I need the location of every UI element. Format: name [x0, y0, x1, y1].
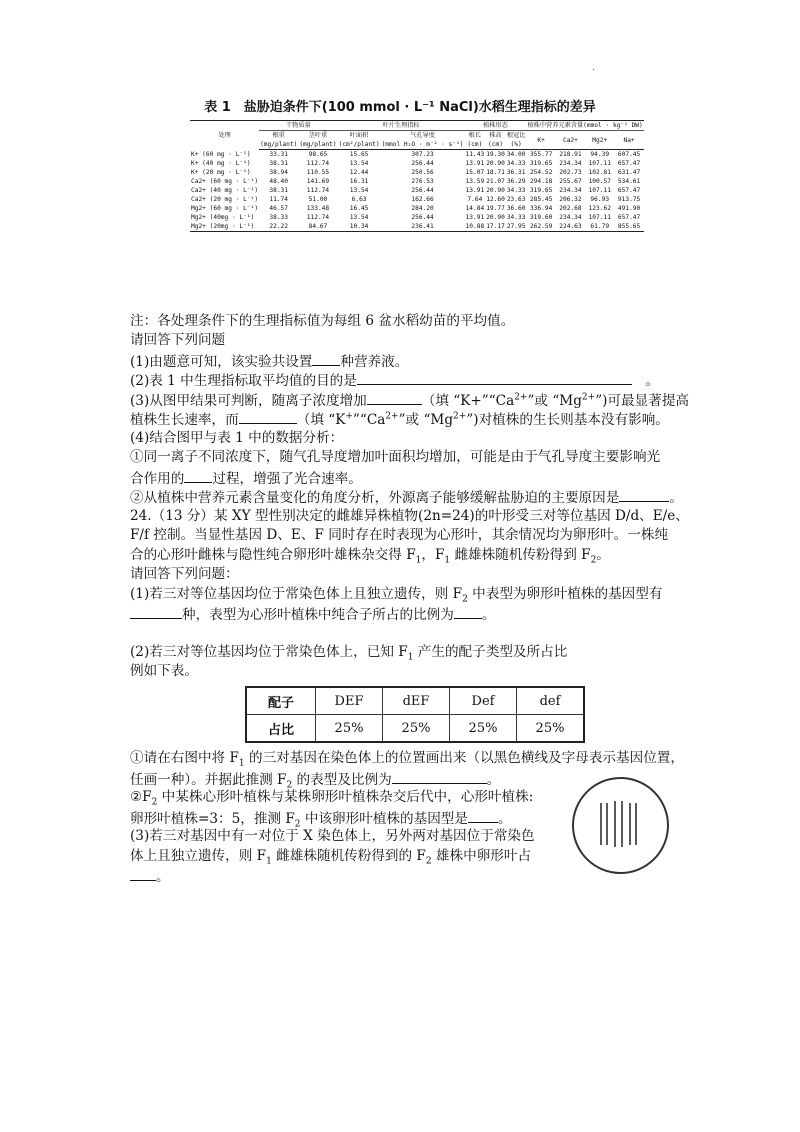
- value-cell: 534.61: [617, 178, 641, 185]
- value-cell: 133.48: [306, 205, 330, 212]
- value-cell: 12.60: [486, 196, 505, 203]
- subquestion-1-line2: 种，表型为心形叶植株中纯合子所占的比例为 。: [130, 604, 495, 626]
- question-4-1-line1: ①同一离子不同浓度下，随气孔导度增加叶面积均增加，可能是由于气孔导度主要影响光: [130, 449, 661, 465]
- value-cell: 6.63: [351, 196, 367, 203]
- value-cell: 46.57: [269, 205, 289, 212]
- value-cell: 162.66: [411, 196, 434, 203]
- value-cell: 218.91: [559, 151, 582, 158]
- gamete-type: DEF: [316, 687, 383, 715]
- value-cell: 262.59: [526, 222, 555, 232]
- value-cell: 20.90: [486, 160, 505, 167]
- treatment-cell: Mg2+ (40mg · L⁻¹): [191, 214, 255, 221]
- value-cell: 7.64: [467, 196, 483, 203]
- value-cell: 13.54: [349, 214, 369, 221]
- question-4: (4)结合图甲与表 1 中的数据分析：: [130, 430, 344, 446]
- problem-24-line1: 24.（13 分）某 XY 型性别决定的雌雄异株植物(2n=24)的叶形受三对等位基因 D/d、E/e、: [130, 508, 689, 524]
- value-cell: 206.32: [559, 196, 582, 203]
- value-cell: 36.29: [506, 178, 526, 185]
- value-cell: 16.31: [349, 178, 369, 185]
- value-cell: 202.68: [559, 205, 582, 212]
- value-cell: 913.75: [617, 196, 641, 203]
- value-cell: 13.54: [349, 160, 369, 167]
- table1-row: [190, 204, 644, 213]
- table1-row: [190, 195, 644, 204]
- value-cell: 294.18: [529, 178, 553, 185]
- value-cell: 319.65: [529, 187, 553, 194]
- gamete-type: Def: [450, 687, 517, 715]
- value-cell: 100.57: [588, 178, 611, 185]
- value-cell: 11.43: [465, 151, 485, 158]
- answer-blank[interactable]: [357, 370, 632, 385]
- table1-body: [190, 150, 644, 232]
- value-cell: 284.20: [411, 205, 434, 212]
- value-cell: 855.65: [614, 222, 643, 232]
- task-2-line2: 卵形叶植株=3：5，推测 $F_2$ 中该卵形叶植株的基因型是 。: [130, 808, 512, 830]
- th-plant-morphology: 植株形态: [465, 121, 527, 131]
- value-cell: 234.34: [559, 187, 582, 194]
- table1-row: [190, 186, 644, 195]
- value-cell: 13.91: [465, 214, 485, 221]
- value-cell: 10.34: [338, 222, 381, 232]
- value-cell: 48.40: [269, 178, 289, 185]
- value-cell: 112.74: [306, 187, 330, 194]
- treatment-cell: K+ (40 mg · L⁻¹): [191, 160, 251, 167]
- value-cell: 107.11: [588, 187, 611, 194]
- value-cell: 19.30: [486, 151, 505, 158]
- value-cell: 141.69: [306, 178, 330, 185]
- value-cell: 234.34: [559, 160, 582, 167]
- treatment-cell: K+ (60 mg · L⁻¹): [191, 150, 251, 158]
- value-cell: 13.54: [349, 187, 369, 194]
- gamete-ratio: 25%: [316, 715, 383, 743]
- th-sub: 根冠比 (%): [506, 132, 526, 148]
- subquestion-1-line1: (1)若三对等位基因均位于常染色体上且独立遗传，则 $F_2$ 中表型为卵形叶植株的基因型有: [130, 586, 663, 605]
- value-cell: 607.45: [617, 151, 641, 158]
- value-cell: 250.56: [411, 169, 434, 176]
- value-cell: 18.71: [486, 169, 505, 176]
- th-sub: K+: [526, 131, 555, 150]
- value-cell: 20.90: [486, 214, 505, 221]
- gamete-ratio: 25%: [450, 715, 517, 743]
- value-cell: 51.00: [308, 196, 328, 203]
- value-cell: 10.88: [465, 223, 485, 230]
- question-3-line2: 植株生长速率，而 （填 “$K^+”“Ca^{2+}$”或 “$Mg^{2+}$”)对植株的生长则基本没有影响。: [130, 409, 669, 431]
- value-cell: 112.74: [306, 160, 330, 167]
- value-cell: 14.84: [465, 205, 485, 212]
- value-cell: 19.77: [486, 205, 505, 212]
- gamete-type: dEF: [383, 687, 450, 715]
- value-cell: 36.60: [506, 205, 526, 212]
- task-1-line2: 任画一种）。并据此推测 $F_2$ 的表型及比例为 。: [130, 769, 500, 791]
- th-sub: 茎叶重 (mg/plant): [299, 132, 337, 148]
- value-cell: 112.74: [306, 214, 330, 221]
- value-cell: 236.41: [381, 222, 465, 232]
- answer-blank[interactable]: [312, 351, 340, 366]
- value-cell: 27.95: [506, 223, 526, 230]
- th-treatment: 处理: [190, 121, 259, 150]
- value-cell: 15.65: [349, 151, 369, 158]
- th-sub: Ca2+: [556, 131, 585, 150]
- value-cell: 61.79: [585, 222, 614, 232]
- th-sub: 根重 (mg/plant): [260, 132, 298, 148]
- table1-row: [190, 150, 644, 160]
- value-cell: 336.94: [529, 205, 553, 212]
- subquestion-3-line2: 体上且独立遗传，则 $F_1$ 雌雄株随机传粉得到的 $F_2$ 雄株中卵形叶占: [130, 848, 532, 867]
- th-dry-matter: 干物质量: [259, 121, 338, 131]
- th-nutrients: 植株中营养元素含量(mmol · kg⁻¹ DW): [527, 122, 643, 129]
- th-sub: 气孔导度 (mmol H₂O · m⁻² · s⁻¹): [381, 132, 464, 148]
- table1-row: [190, 213, 644, 222]
- th-sub: 株高 (cm): [485, 131, 506, 150]
- chromosome-lines: [574, 779, 667, 872]
- table-note: 注：各处理条件下的生理指标值为每组 6 盆水稻幼苗的平均值。: [130, 313, 515, 329]
- th-sub: Na+: [614, 131, 643, 150]
- value-cell: 12.44: [349, 169, 369, 176]
- subquestion-3-line1: (3)若三对基因中有一对位于 X 染色体上，另外两对基因位于常染色: [130, 828, 535, 844]
- value-cell: 13.91: [465, 187, 485, 194]
- value-cell: 13.91: [465, 160, 485, 167]
- value-cell: 94.39: [590, 151, 610, 158]
- value-cell: 34.33: [506, 187, 526, 194]
- value-cell: 657.47: [617, 160, 641, 167]
- value-cell: 307.23: [411, 151, 434, 158]
- table1-row: [190, 159, 644, 168]
- value-cell: 355.77: [529, 151, 553, 158]
- value-cell: 631.47: [617, 169, 641, 176]
- gamete-header: 配子: [246, 687, 316, 715]
- value-cell: 98.65: [308, 151, 328, 158]
- value-cell: 319.60: [529, 214, 553, 221]
- table1-row: [190, 222, 644, 232]
- question-1: (1)由题意可知，该实验共设置 种营养液。: [130, 351, 408, 373]
- value-cell: 102.81: [588, 169, 611, 176]
- value-cell: 21.07: [486, 178, 505, 185]
- question-4-1-line2: 合作用的 过程，增强了光合速率。: [130, 468, 362, 490]
- value-cell: 38.33: [269, 214, 289, 221]
- gamete-type: def: [517, 687, 585, 715]
- value-cell: 23.63: [506, 196, 526, 203]
- instruction-2: 请回答下列问题：: [130, 566, 239, 582]
- value-cell: 20.90: [486, 187, 505, 194]
- value-cell: 22.22: [259, 222, 298, 232]
- answer-blank[interactable]: [184, 468, 212, 483]
- value-cell: 657.47: [617, 187, 641, 194]
- value-cell: 84.67: [298, 222, 337, 232]
- value-cell: 15.07: [465, 169, 485, 176]
- value-cell: 123.62: [588, 205, 611, 212]
- treatment-cell: K+ (20 mg · L⁻¹): [191, 169, 251, 176]
- answer-blank[interactable]: [130, 604, 182, 619]
- answer-blank[interactable]: [454, 604, 482, 619]
- value-cell: 657.47: [617, 214, 641, 221]
- value-cell: 34.33: [506, 160, 526, 167]
- th-sub: Mg2+: [585, 131, 614, 150]
- answer-blank[interactable]: [468, 808, 498, 823]
- task-1-line1: ①请在右图中将 $F_1$ 的三对基因在染色体上的位置画出来（以黑色横线及字母表示基因位置，: [130, 750, 684, 769]
- value-cell: 38.94: [269, 169, 289, 176]
- value-cell: 13.59: [465, 178, 485, 185]
- value-cell: 256.44: [411, 214, 434, 221]
- value-cell: 254.52: [529, 169, 553, 176]
- table1-row: [190, 168, 644, 177]
- value-cell: 17.17: [486, 223, 505, 230]
- value-cell: 319.65: [529, 160, 553, 167]
- value-cell: 110.55: [306, 169, 330, 176]
- treatment-cell: Ca2+ (60 mg · L⁻¹): [191, 178, 259, 185]
- value-cell: 38.31: [269, 187, 289, 194]
- gamete-table: [245, 686, 585, 743]
- chromosome-drawing-area[interactable]: [572, 777, 669, 874]
- table1-caption: 表 1 盐胁迫条件下(100 mmol · L⁻¹ NaCl)水稻生理指标的差异: [204, 100, 596, 115]
- table1: [190, 120, 644, 232]
- th-sub: 根长 (cm): [465, 131, 486, 150]
- value-cell: 491.90: [617, 205, 641, 212]
- value-cell: 38.31: [269, 160, 289, 167]
- gamete-ratio: 25%: [383, 715, 450, 743]
- question-4-2: ②从植株中营养元素含量变化的角度分析，外源离子能够缓解盐胁迫的主要原因是 。: [130, 487, 683, 509]
- answer-blank[interactable]: [239, 409, 297, 424]
- value-cell: 107.11: [588, 160, 611, 167]
- subquestion-3-line3: 。: [130, 866, 170, 888]
- answer-blank[interactable]: [130, 866, 156, 881]
- th-sub: 叶面积 (cm²/plant): [338, 132, 380, 148]
- answer-blank[interactable]: [392, 769, 487, 784]
- value-cell: 276.53: [411, 178, 434, 185]
- gamete-ratio: 25%: [517, 715, 585, 743]
- value-cell: 11.74: [269, 196, 289, 203]
- instruction: 请回答下列问题: [130, 332, 226, 348]
- th-leaf-physiology: 叶片生理指标: [338, 121, 465, 131]
- answer-blank[interactable]: [367, 390, 422, 405]
- value-cell: 33.31: [269, 151, 289, 158]
- treatment-cell: Mg2+ (60 mg · L⁻¹): [191, 205, 259, 212]
- value-cell: 34.33: [506, 214, 526, 221]
- question-3-line1: (3)从图甲结果可判断，随离子浓度增加 （填 “$K+”“Ca^{2+}$”或 “$Mg^{2+}$”)可最显著提高: [130, 390, 689, 412]
- value-cell: 202.73: [559, 169, 582, 176]
- treatment-cell: Mg2+ (20mg · L⁻¹): [190, 222, 259, 232]
- value-cell: 34.00: [506, 151, 526, 158]
- treatment-cell: Ca2+ (40 mg · L⁻¹): [191, 187, 259, 194]
- problem-24-line2: F/f 控制。当显性基因 D、E、F 同时存在时表现为心形叶，其余情况均为卵形叶。一株纯: [130, 527, 669, 543]
- subquestion-2-line2: 例如下表。: [130, 663, 198, 679]
- value-cell: 96.93: [590, 196, 610, 203]
- value-cell: 16.45: [349, 205, 369, 212]
- table1-row: [190, 177, 644, 186]
- value-cell: 285.45: [529, 196, 553, 203]
- corner-mark: .: [592, 62, 596, 73]
- treatment-cell: Ca2+ (20 mg · L⁻¹): [191, 196, 259, 203]
- value-cell: 256.44: [411, 187, 434, 194]
- value-cell: 255.67: [559, 178, 582, 185]
- value-cell: 107.11: [588, 214, 611, 221]
- question-2: (2)表 1 中生理指标取平均值的目的是 。: [130, 370, 659, 392]
- ratio-header: 占比: [246, 715, 316, 743]
- answer-blank[interactable]: [619, 487, 669, 502]
- problem-24-line3: 合的心形叶雌株与隐性纯合卵形叶雄株杂交得 $F_1$，$F_1$ 雌雄株随机传粉得到 $F_2$。: [130, 547, 610, 566]
- value-cell: 224.63: [556, 222, 585, 232]
- value-cell: 234.34: [559, 214, 582, 221]
- value-cell: 36.31: [506, 169, 526, 176]
- value-cell: 256.44: [411, 160, 434, 167]
- subquestion-2-line1: (2)若三对等位基因均位于常染色体上，已知 $F_1$ 产生的配子类型及所占比: [130, 644, 568, 663]
- task-2-line1: $②F_2$ 中某株心形叶植株与某株卵形叶植株杂交后代中，心形叶植株:: [130, 789, 534, 808]
